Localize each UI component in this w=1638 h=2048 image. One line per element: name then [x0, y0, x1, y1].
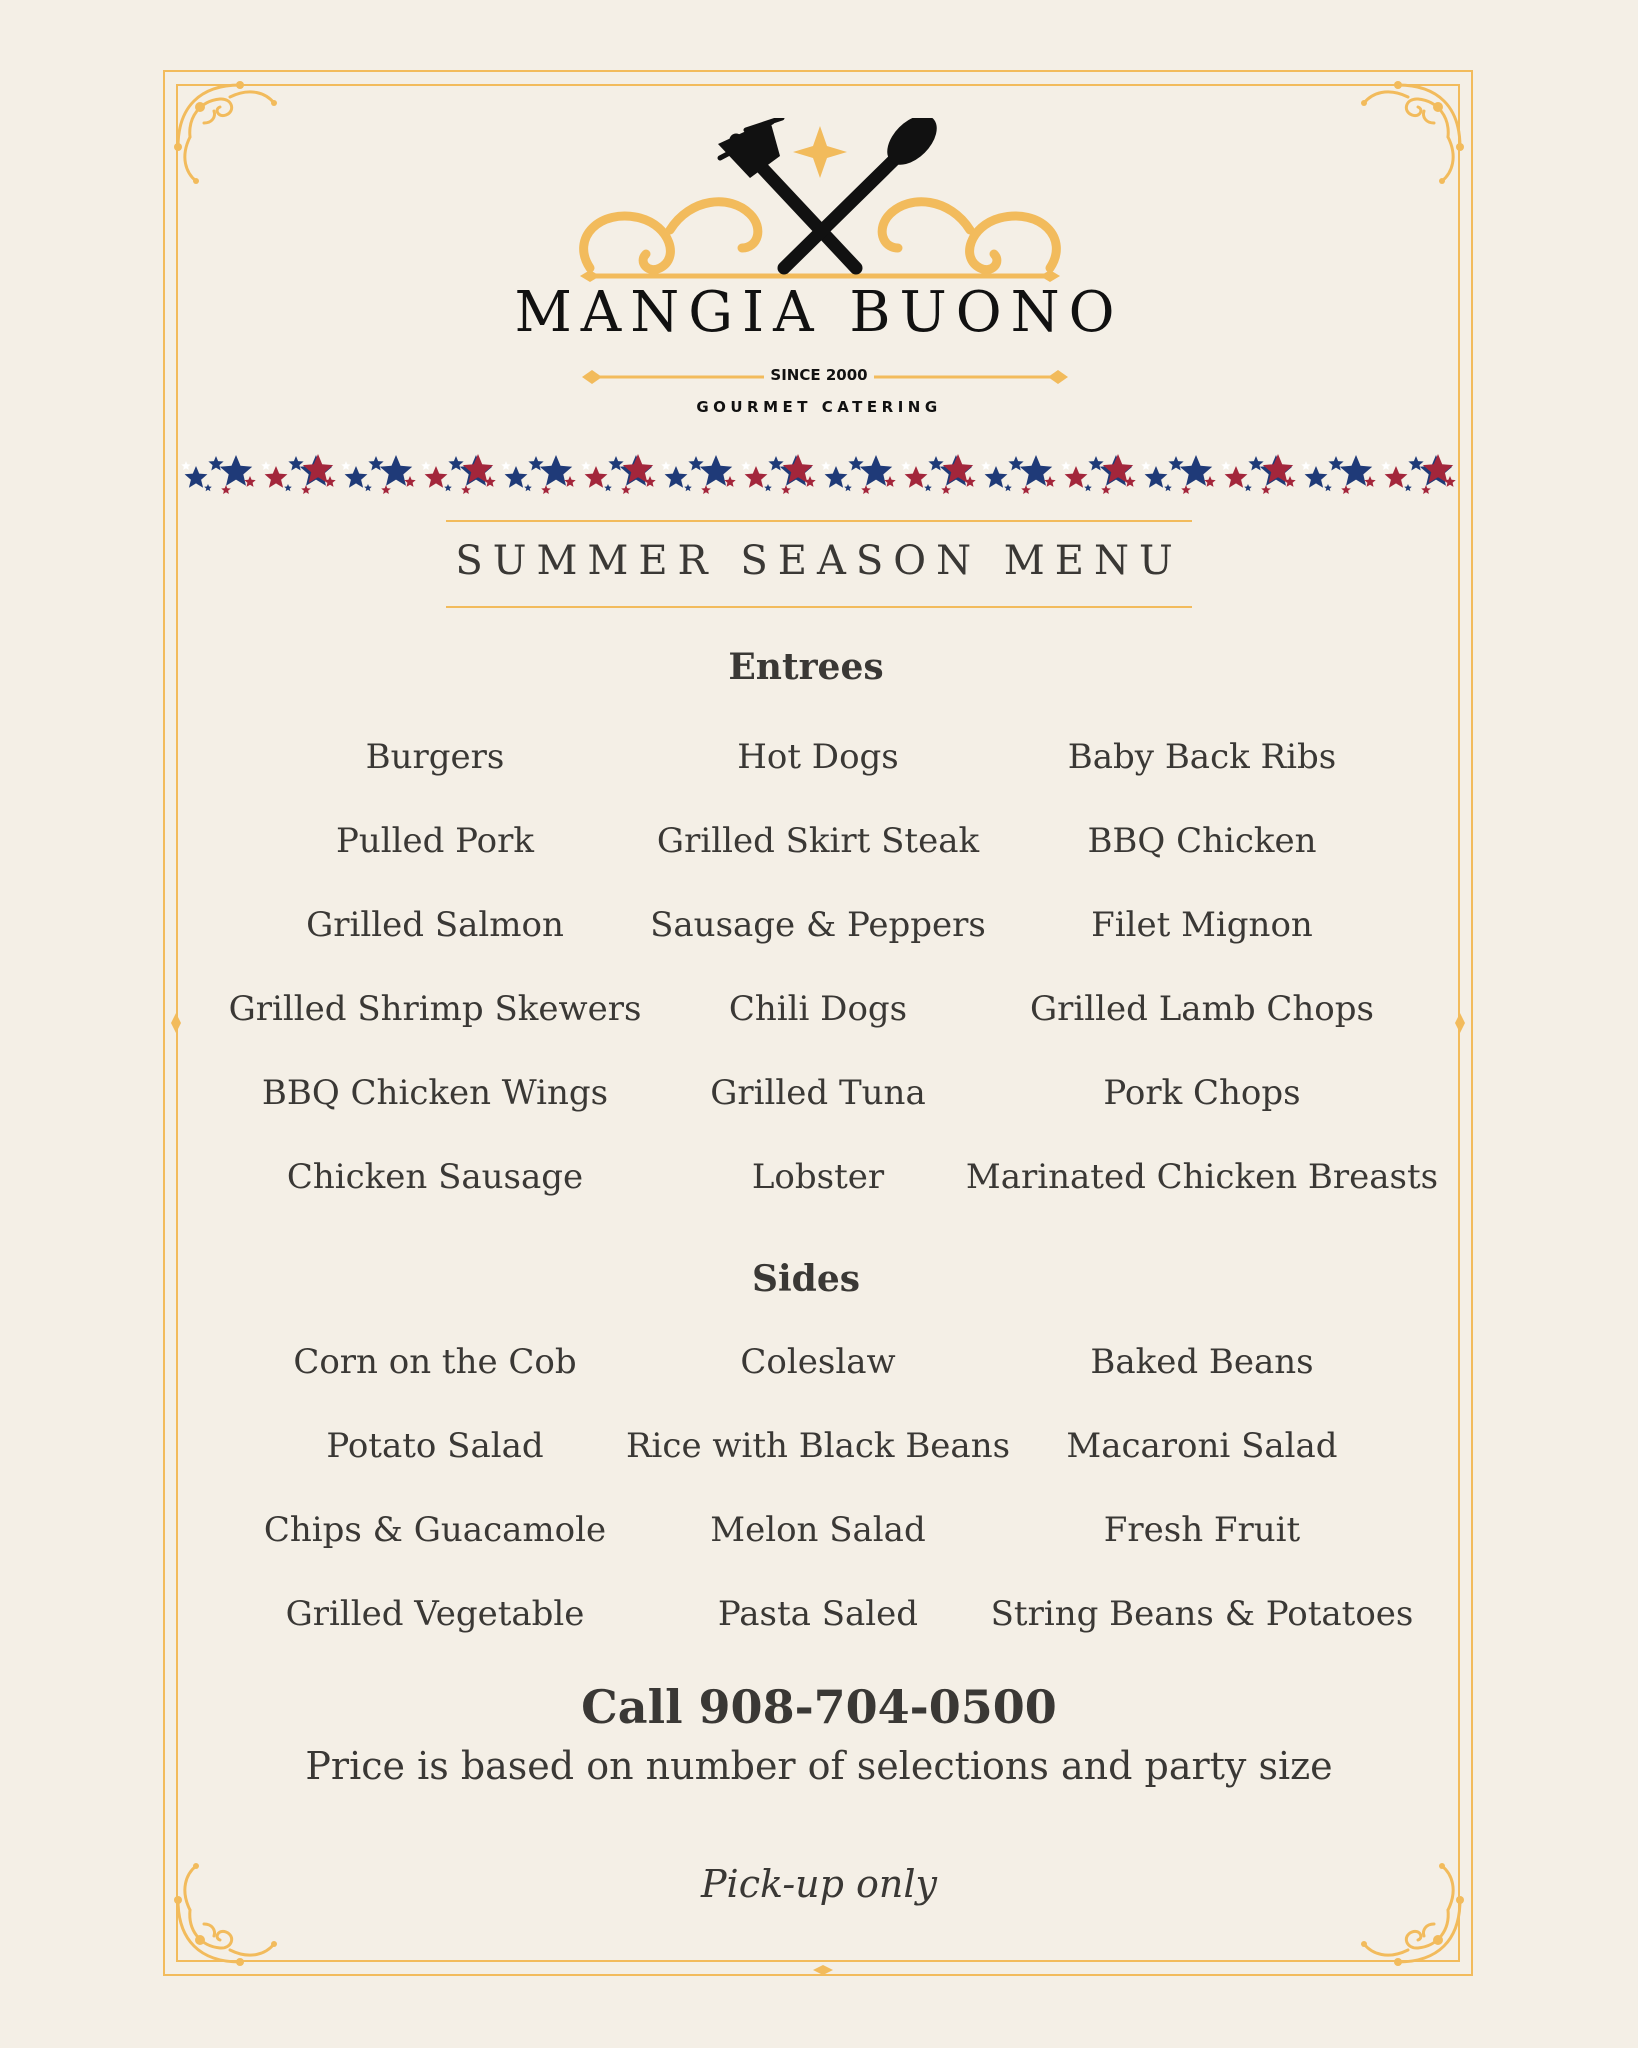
menu-item: Macaroni Salad: [1066, 1426, 1338, 1466]
menu-item: Baked Beans: [1090, 1342, 1314, 1382]
menu-item: Pasta Saled: [717, 1594, 919, 1634]
brand-name: MANGIA BUONO: [514, 280, 1124, 345]
menu-item: Grilled Tuna: [710, 1073, 926, 1113]
menu-item: Grilled Lamb Chops: [1030, 989, 1374, 1029]
menu-row: [0, 1157, 1638, 1207]
menu-item: Fresh Fruit: [1103, 1510, 1301, 1550]
menu-row: [0, 989, 1638, 1039]
pickup-note: Pick-up only: [700, 1862, 938, 1906]
menu-row: [0, 821, 1638, 871]
menu-item: Sausage & Peppers: [650, 905, 986, 945]
tagline: GOURMET CATERING: [696, 398, 942, 416]
menu-row: [0, 737, 1638, 787]
menu-item: Rice with Black Beans: [625, 1426, 1011, 1466]
menu-item: String Beans & Potatoes: [990, 1594, 1414, 1634]
menu-item: Grilled Salmon: [306, 905, 564, 945]
title-rule-bottom: [446, 606, 1192, 608]
menu-item: Chili Dogs: [728, 989, 908, 1029]
menu-item: Grilled Shrimp Skewers: [228, 989, 642, 1029]
star-garland-icon: [178, 448, 1458, 500]
menu-item: Pork Chops: [1103, 1073, 1301, 1113]
menu-item: Chips & Guacamole: [263, 1510, 607, 1550]
menu-item: Lobster: [751, 1157, 885, 1197]
corner-flourish-icon: [1348, 77, 1468, 197]
menu-item: Potato Salad: [326, 1426, 544, 1466]
menu-item: Chicken Sausage: [286, 1157, 584, 1197]
entrees-heading: Entrees: [728, 646, 884, 688]
menu-item: BBQ Chicken Wings: [261, 1073, 609, 1113]
menu-item: Coleslaw: [740, 1342, 896, 1382]
menu-item: Baby Back Ribs: [1067, 737, 1337, 777]
menu-item: Pulled Pork: [335, 821, 535, 861]
corner-flourish-icon: [170, 77, 290, 197]
crossed-fork-spoon-icon: [560, 118, 1080, 288]
since-label: SINCE 2000: [0, 366, 1638, 384]
menu-row: [0, 1342, 1638, 1392]
menu-item: Melon Salad: [710, 1510, 926, 1550]
menu-item: Filet Mignon: [1091, 905, 1313, 945]
menu-row: [0, 1426, 1638, 1476]
phone-call-text: Call 908-704-0500: [581, 1680, 1057, 1734]
menu-title: SUMMER SEASON MENU: [455, 538, 1183, 584]
menu-item: Grilled Skirt Steak: [656, 821, 980, 861]
menu-item: BBQ Chicken: [1087, 821, 1317, 861]
menu-row: [0, 1073, 1638, 1123]
menu-item: Hot Dogs: [737, 737, 899, 777]
title-rule-top: [446, 520, 1192, 522]
menu-row: [0, 1510, 1638, 1560]
menu-item: Burgers: [365, 737, 505, 777]
menu-row: [0, 1594, 1638, 1644]
menu-item: Corn on the Cob: [293, 1342, 577, 1382]
menu-item: Grilled Vegetable: [285, 1594, 585, 1634]
sides-heading: Sides: [751, 1258, 861, 1300]
price-note: Price is based on number of selections and party size: [305, 1744, 1333, 1788]
border-diamond-icon: [813, 1965, 833, 1975]
menu-row: [0, 905, 1638, 955]
menu-item: Marinated Chicken Breasts: [965, 1157, 1439, 1197]
